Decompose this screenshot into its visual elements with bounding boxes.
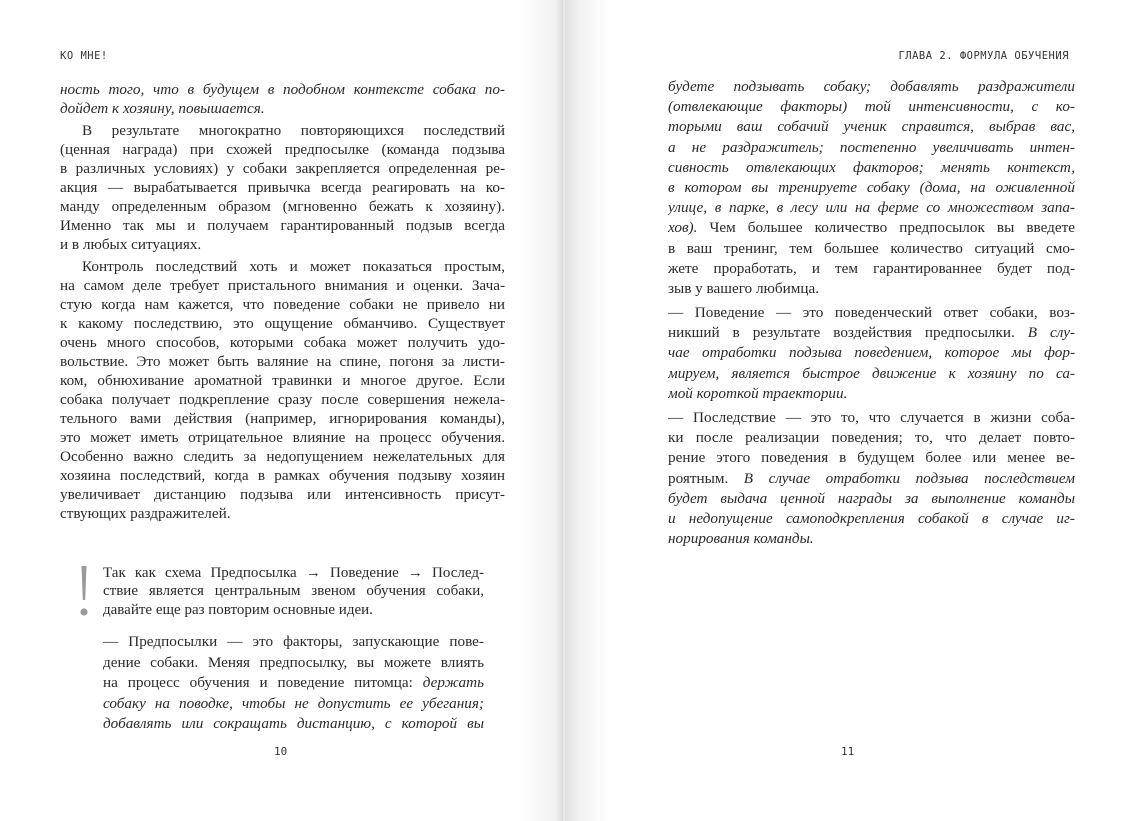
text: — Последствие — это то, что случается в жизни соба-: [668, 409, 1075, 426]
paragraph: [60, 80, 505, 118]
text: на процесс обучения и поведение питомца:: [103, 674, 423, 691]
text-line: [60, 257, 505, 276]
text: ком, обнюхивание ароматной травинки и многое другое. Если: [60, 372, 505, 389]
text-line: [668, 323, 1075, 343]
text: к какому последствию, это ощущение обманчиво. Существует: [60, 315, 505, 332]
text: Контроль последствий хоть и может показаться простым,: [82, 258, 505, 275]
text-line: [103, 564, 484, 582]
text: в ваш тренинг, тем большее количество ситуаций смо-: [668, 239, 1075, 257]
text: никший в результате воздействия предпосылки.: [668, 324, 1028, 342]
text-line: [668, 448, 1075, 468]
italic-text: в котором вы тренируете собаку (дома, на оживленной: [668, 178, 1075, 196]
running-head-left: КО МНЕ!: [60, 50, 108, 62]
page-number-left: 10: [274, 745, 288, 758]
text-line: [60, 466, 505, 485]
text-line: [668, 138, 1075, 158]
italic-text: В случае отработки подзыва последствием: [743, 469, 1075, 487]
text-line: [668, 279, 1075, 299]
text: зыв у вашего любимца.: [668, 279, 820, 297]
text: хозяина последствий, когда в рамках обучения подзыву хозяин: [60, 467, 505, 484]
text: ствие является центральным звеном обучения собаки,: [103, 583, 484, 600]
right-page: [565, 0, 1130, 821]
italic-text: мируем, является быстрое движение к хозяину по са-: [668, 364, 1075, 382]
italic-text: улице, в парке, в лесу или на ферме со множеством запа-: [668, 199, 1075, 217]
text-line: [60, 390, 505, 409]
italic-text: норирования команды.: [668, 530, 814, 548]
text-line: [668, 117, 1075, 137]
text-line: [668, 408, 1075, 428]
text: роятным.: [668, 469, 744, 487]
text-line: [668, 158, 1075, 178]
text-line: [60, 428, 505, 447]
text-line: [60, 140, 505, 159]
italic-text: а не раздражитель; постепенно увеличивать интен-: [668, 138, 1075, 156]
text-line: [60, 197, 505, 216]
text: очень много способов, которыми собака может получить удо-: [60, 334, 505, 351]
text-line: [668, 469, 1075, 489]
text: давайте еще раз повторим основные идеи.: [103, 601, 373, 618]
italic-text: будет выдача ценной награды за выполнение команды: [668, 489, 1075, 507]
text-line: [60, 409, 505, 428]
text: жете проработать, и тем гарантированнее будет под-: [668, 259, 1075, 277]
text: стую когда нам кажется, что поведение собаки не привело ни: [60, 296, 505, 313]
text: манду определенным образом (мгновенно бежать к хозяину).: [60, 198, 505, 215]
text-line: [668, 509, 1075, 529]
text-line: [668, 489, 1075, 509]
left-page-body: [60, 80, 505, 523]
callout-body: [103, 632, 484, 735]
text-line: [668, 218, 1075, 238]
text-line: [60, 159, 505, 178]
text-line: [60, 99, 505, 118]
italic-text: чае отработки подзыва поведением, которое мы фор-: [668, 344, 1075, 362]
text-line: [60, 485, 505, 504]
exclamation-icon: [80, 566, 88, 618]
text-line: [103, 601, 484, 619]
text: рение этого поведения в будущем более или менее ве-: [668, 449, 1075, 467]
text-line: [60, 80, 505, 99]
text-line: [60, 178, 505, 197]
italic-text: добавлять или сокращать дистанцию, с которой вы: [103, 715, 484, 732]
italic-text: сивность отвлекающих факторов; менять контекст,: [668, 158, 1075, 176]
text-line: [668, 343, 1075, 363]
paragraph: [60, 121, 505, 254]
italic-text: будете подзывать собаку; добавлять раздражители: [668, 78, 1075, 95]
italic-text: ность того, что в будущем в подобном контексте собака по-: [60, 81, 505, 98]
text-line: [103, 714, 484, 735]
text-line: [668, 259, 1075, 279]
text-line: [60, 276, 505, 295]
italic-text: держать: [422, 674, 484, 691]
running-head-right: ГЛАВА 2. ФОРМУЛА ОБУЧЕНИЯ: [898, 50, 1069, 62]
text-line: [668, 529, 1075, 549]
left-page: [0, 0, 563, 821]
text: вольствие. Это может быть валяние на спине, погоня за листи-: [60, 353, 505, 370]
text: и в любых ситуациях.: [60, 236, 202, 253]
text-line: [668, 384, 1075, 404]
text: Именно так мы и получаем гарантированный подзыв всегда: [60, 217, 505, 234]
text-line: [668, 77, 1075, 97]
text-line: [60, 121, 505, 140]
text-line: [60, 504, 505, 523]
text: собака получает подкрепление сразу после совершения нежела-: [60, 391, 505, 408]
text: на самом деле требует пристального внимания и оценки. Зача-: [60, 277, 505, 294]
italic-text: хов).: [668, 219, 698, 237]
text-line: [668, 97, 1075, 117]
text-line: [103, 632, 484, 653]
page-number-right: 11: [841, 745, 855, 758]
text: увеличивает дистанцию подзыва или интенсивность присут-: [60, 486, 505, 503]
italic-text: В слу-: [1027, 324, 1075, 342]
text-line: [668, 178, 1075, 198]
text-line: [668, 303, 1075, 323]
text: Особенно важно следить за недопущением нежелательных для: [60, 448, 505, 465]
text-line: [668, 198, 1075, 218]
text: (ценная награда) при схожей предпосылке (команда подзыва: [60, 141, 505, 158]
text-line: [60, 314, 505, 333]
text-line: [60, 333, 505, 352]
paragraph: [668, 408, 1075, 549]
text-line: [668, 428, 1075, 448]
paragraph: [668, 77, 1075, 299]
text: ствующих раздражителей.: [60, 505, 231, 522]
italic-text: мой короткой траектории.: [668, 384, 848, 402]
text-line: [103, 673, 484, 694]
text-line: [60, 447, 505, 466]
italic-text: и недопущение самоподкрепления собакой в случае иг-: [668, 509, 1075, 527]
text-line: [60, 216, 505, 235]
callout-intro: [103, 564, 484, 619]
paragraph: [668, 303, 1075, 404]
text: Так как схема Предпосылка → Поведение → Послед-: [103, 565, 484, 581]
text: — Поведение — это поведенческий ответ собаки, воз-: [668, 304, 1075, 322]
text: это может иметь отрицательное влияние на процесс обучения.: [60, 429, 505, 446]
italic-text: собаку на поводке, чтобы не допустить ее убегания;: [103, 694, 484, 712]
text: ки после реализации поведения; то, что делает повто-: [668, 429, 1075, 447]
text: Чем большее количество предпосылок вы введете: [697, 219, 1075, 237]
text-line: [60, 295, 505, 314]
text: акция — вырабатывается привычка всегда реагировать на ко-: [60, 179, 505, 196]
italic-text: дойдет к хозяину, повышается.: [60, 100, 265, 117]
text-line: [60, 352, 505, 371]
text: дение собаки. Меняя предпосылку, вы можете влиять: [103, 653, 484, 671]
text: В результате многократно повторяющихся последствий: [82, 122, 505, 139]
text: тельного вами действия (например, игнорирования команды),: [60, 410, 505, 427]
text-line: [103, 694, 484, 715]
italic-text: торыми ваш собачий ученик справится, выбрав вас,: [668, 118, 1075, 136]
text-line: [60, 235, 505, 254]
text: в различных условиях) у собаки закрепляется определенная ре-: [60, 160, 505, 177]
text-line: [103, 582, 484, 600]
italic-text: (отвлекающие факторы) той интенсивности, с ко-: [668, 98, 1075, 116]
text: — Предпосылки — это факторы, запускающие пове-: [103, 633, 484, 650]
right-page-body: [668, 77, 1075, 549]
text-line: [668, 364, 1075, 384]
text-line: [60, 371, 505, 390]
text-line: [668, 239, 1075, 259]
text-line: [103, 653, 484, 674]
paragraph: [60, 257, 505, 523]
